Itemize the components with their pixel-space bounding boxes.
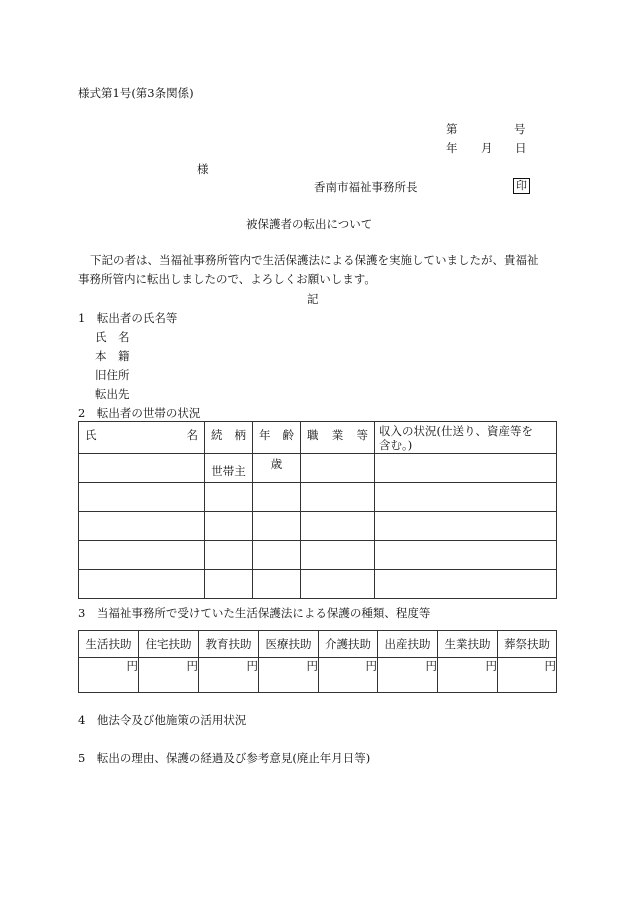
assistance-col-childbirth: 出産扶助 [378,631,438,658]
household-cell [205,454,253,483]
seal-stamp: 印 [513,178,530,194]
number-go: 号 [514,122,526,136]
table-row [79,454,557,483]
assistance-col-occupation: 生業扶助 [438,631,498,658]
field-old-address-label: 旧住所 [95,368,130,382]
assistance-col-education: 教育扶助 [199,631,259,658]
assistance-col-care: 介護扶助 [319,631,378,658]
number-dai: 第 [446,122,458,136]
household-col-name: 氏 名 [79,422,205,454]
assistance-col-medical: 医療扶助 [259,631,319,658]
assistance-table-header-row [79,631,557,658]
document-title: 被保護者の転出について [246,217,373,231]
sender-name: 香南市福祉事務所長 [314,180,418,194]
body-text-line-2: 事務所管内に転出しましたので、よろしくお願いします。 [78,272,376,286]
yen-unit: 円 [199,658,259,693]
section-4-heading: 4 他法令及び他施策の活用状況 [78,713,247,727]
date-day: 日 [515,141,527,155]
body-text-line-1: 下記の者は、当福祉事務所管内で生活保護法による保護を実施していましたが、貴福祉 [90,253,539,267]
addressee-sama: 様 [197,162,209,176]
yen-unit: 円 [319,658,378,693]
seal-stamp-box [513,178,530,194]
table-row [79,658,557,693]
section-2-heading: 2 転出者の世帯の状況 [78,406,201,420]
household-cell [301,454,375,483]
table-row [79,570,557,599]
date-month: 月 [481,141,493,155]
yen-unit: 円 [378,658,438,693]
age-unit-label: 歳 [270,457,283,471]
household-cell [79,454,205,483]
assistance-col-housing: 住宅扶助 [139,631,199,658]
ki-heading: 記 [307,292,319,306]
yen-unit: 円 [79,658,139,693]
table-row [79,541,557,570]
assistance-col-living: 生活扶助 [79,631,139,658]
field-name-label: 氏 名 [95,330,130,344]
section-1-heading: 1 転出者の氏名等 [78,311,178,325]
field-honseki-label: 本 籍 [95,349,130,363]
household-col-relation: 続 柄 [205,422,253,454]
field-destination-label: 転出先 [95,387,130,401]
household-cell [375,454,557,483]
date-year: 年 [446,141,458,155]
householder-label: 世帯主 [211,464,246,478]
household-col-age: 年 齢 [253,422,301,454]
yen-unit: 円 [498,658,557,693]
household-table-header-row [79,422,557,454]
household-col-job: 職 業 等 [301,422,375,454]
household-cell [253,454,301,483]
yen-unit: 円 [259,658,319,693]
form-number-label: 様式第1号(第3条関係) [78,86,194,100]
table-row [79,483,557,512]
household-col-income: 収入の状況(仕送り、資産等を 含む。) [375,422,557,454]
yen-unit: 円 [139,658,199,693]
section-3-heading: 3 当福祉事務所で受けていた生活保護法による保護の種類、程度等 [78,606,431,620]
assistance-table [78,630,557,693]
table-row [79,512,557,541]
yen-unit: 円 [438,658,498,693]
household-table [78,421,557,599]
section-5-heading: 5 転出の理由、保護の経過及び参考意見(廃止年月日等) [78,751,371,765]
assistance-col-funeral: 葬祭扶助 [498,631,557,658]
